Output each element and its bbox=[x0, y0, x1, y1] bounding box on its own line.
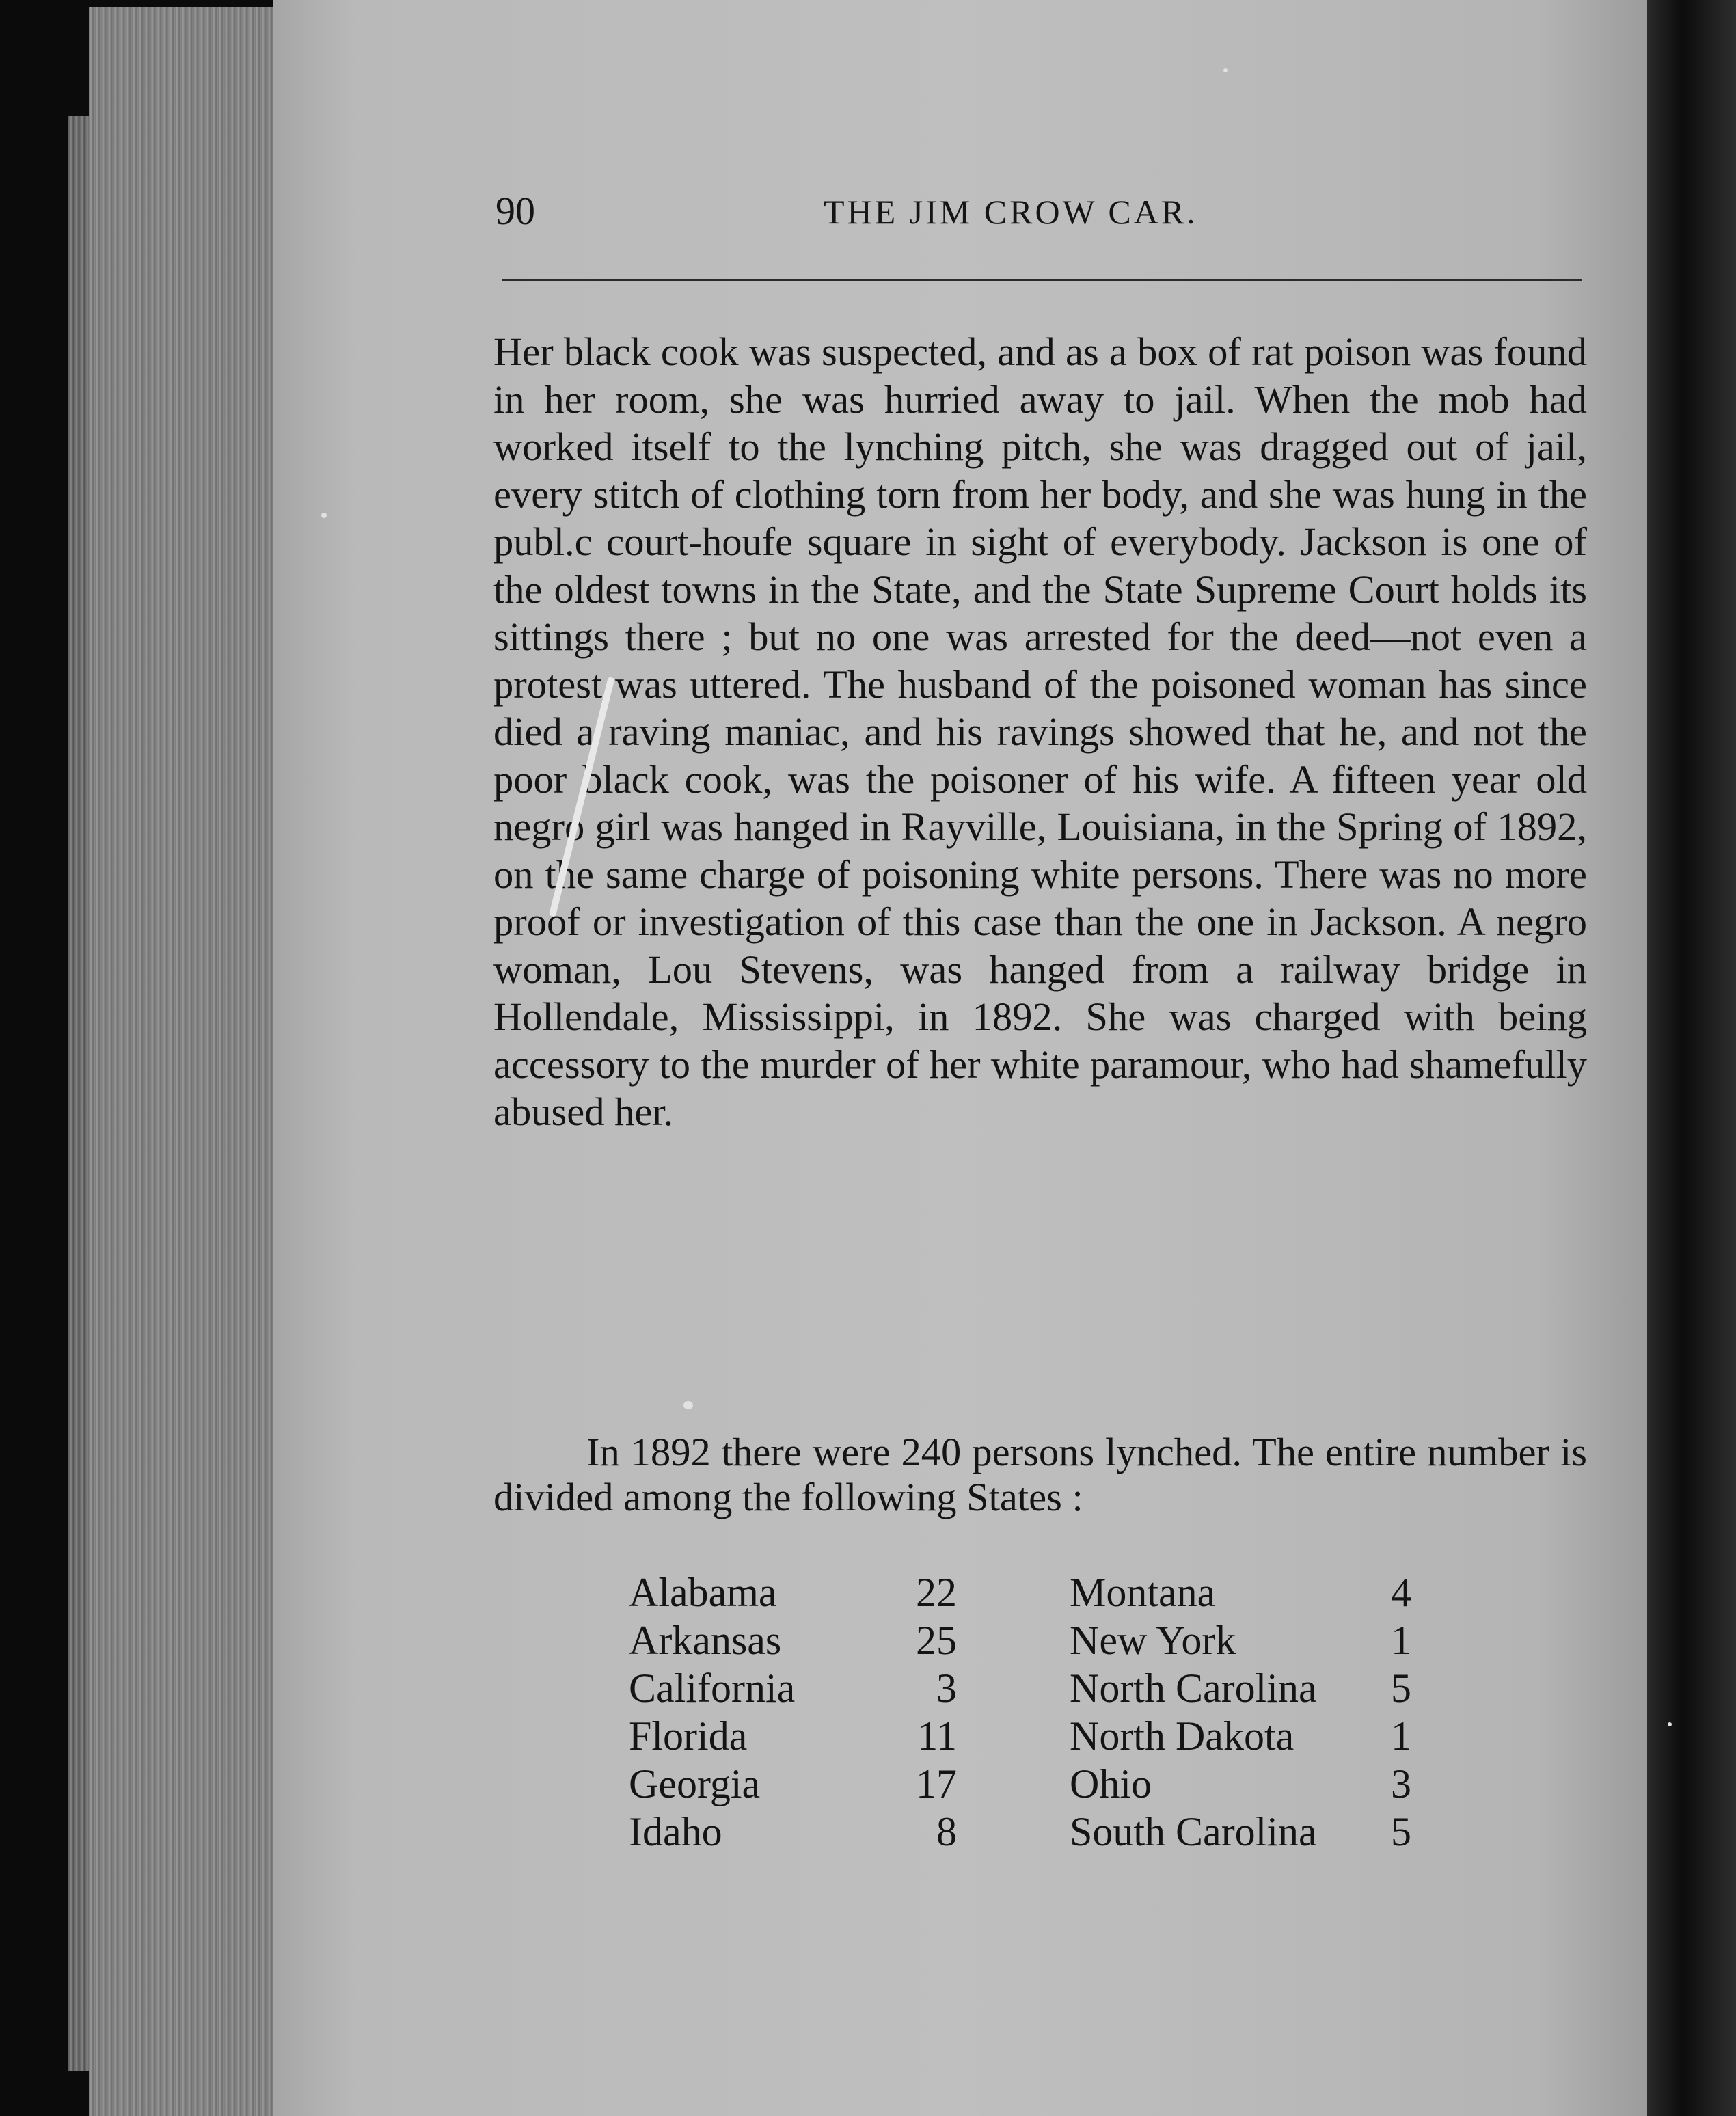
state-count: 22 bbox=[916, 1570, 957, 1615]
table-row bbox=[1070, 1664, 1411, 1712]
state-name: South Carolina bbox=[1070, 1809, 1317, 1854]
page-number: 90 bbox=[496, 189, 535, 233]
state-count: 8 bbox=[936, 1809, 957, 1854]
table-row bbox=[629, 1760, 957, 1808]
table-row bbox=[629, 1808, 957, 1856]
table-row bbox=[1070, 1712, 1411, 1760]
body-paragraph-1: Her black cook was suspected, and as a box of rat poison was found in her room, she was hurried away to jail. When the mob had worked itself to the lynching pitch, she was dragged out of jail, every stitch of clothing torn from her body, and she was hung in the publ.c court-houfe square in sight of everybody. Jackson is one of the oldest towns in the State, and the State Supreme Court holds its sittings there ; but no one was arrested for the deed—not even a protest was uttered. The husband of the poisoned woman has since died a raving maniac, and his ravings showed that he, and not the poor black cook, was the poisoner of his wife. A fifteen year old negro girl was hanged in Rayville, Louisiana, in the Spring of 1892, on the same charge of poisoning white persons. There was no more proof or investigation of this case than the one in Jackson. A negro woman, Lou Stevens, was hanged from a railway bridge in Hollendale, Mississippi, in 1892. She was charged with being accessory to the murder of her white paramour, who had shamefully abused her. bbox=[493, 329, 1587, 1134]
state-count: 17 bbox=[916, 1761, 957, 1806]
states-column-right bbox=[1070, 1569, 1411, 1856]
dust-speck bbox=[683, 1401, 693, 1409]
table-row bbox=[629, 1569, 957, 1616]
dust-speck bbox=[1223, 68, 1228, 72]
state-name: North Carolina bbox=[1070, 1666, 1317, 1711]
state-name: North Dakota bbox=[1070, 1713, 1294, 1759]
state-count: 25 bbox=[916, 1618, 957, 1663]
table-row bbox=[1070, 1808, 1411, 1856]
state-count: 4 bbox=[1391, 1570, 1411, 1615]
table-row bbox=[1070, 1760, 1411, 1808]
state-name: Florida bbox=[629, 1713, 748, 1759]
book-page-stack bbox=[89, 7, 280, 2116]
state-name: Georgia bbox=[629, 1761, 761, 1806]
scan-right-border bbox=[1647, 0, 1736, 2116]
table-row bbox=[629, 1616, 957, 1664]
state-count: 1 bbox=[1391, 1618, 1411, 1663]
state-name: Idaho bbox=[629, 1809, 722, 1854]
state-count: 5 bbox=[1391, 1809, 1411, 1854]
table-row bbox=[1070, 1569, 1411, 1616]
table-row bbox=[1070, 1616, 1411, 1664]
state-name: Arkansas bbox=[629, 1618, 782, 1663]
state-count: 11 bbox=[917, 1713, 957, 1759]
body-paragraph-2: In 1892 there were 240 persons lynched. The entire number is divided among the following States : bbox=[493, 1430, 1587, 1519]
header-rule bbox=[502, 279, 1582, 281]
states-lynching-table bbox=[629, 1569, 1449, 1876]
state-count: 3 bbox=[936, 1666, 957, 1711]
states-column-left bbox=[629, 1569, 957, 1856]
state-name: New York bbox=[1070, 1618, 1236, 1663]
table-row bbox=[629, 1664, 957, 1712]
state-name: Montana bbox=[1070, 1570, 1216, 1615]
state-name: Ohio bbox=[1070, 1761, 1152, 1806]
state-name: Alabama bbox=[629, 1570, 777, 1615]
state-count: 1 bbox=[1391, 1713, 1411, 1759]
running-head bbox=[496, 188, 1582, 243]
state-count: 3 bbox=[1391, 1761, 1411, 1806]
state-name: California bbox=[629, 1666, 796, 1711]
table-row bbox=[629, 1712, 957, 1760]
dust-speck bbox=[1668, 1722, 1672, 1726]
state-count: 5 bbox=[1391, 1666, 1411, 1711]
running-title: THE JIM CROW CAR. bbox=[824, 193, 1198, 231]
dust-speck bbox=[321, 513, 327, 518]
